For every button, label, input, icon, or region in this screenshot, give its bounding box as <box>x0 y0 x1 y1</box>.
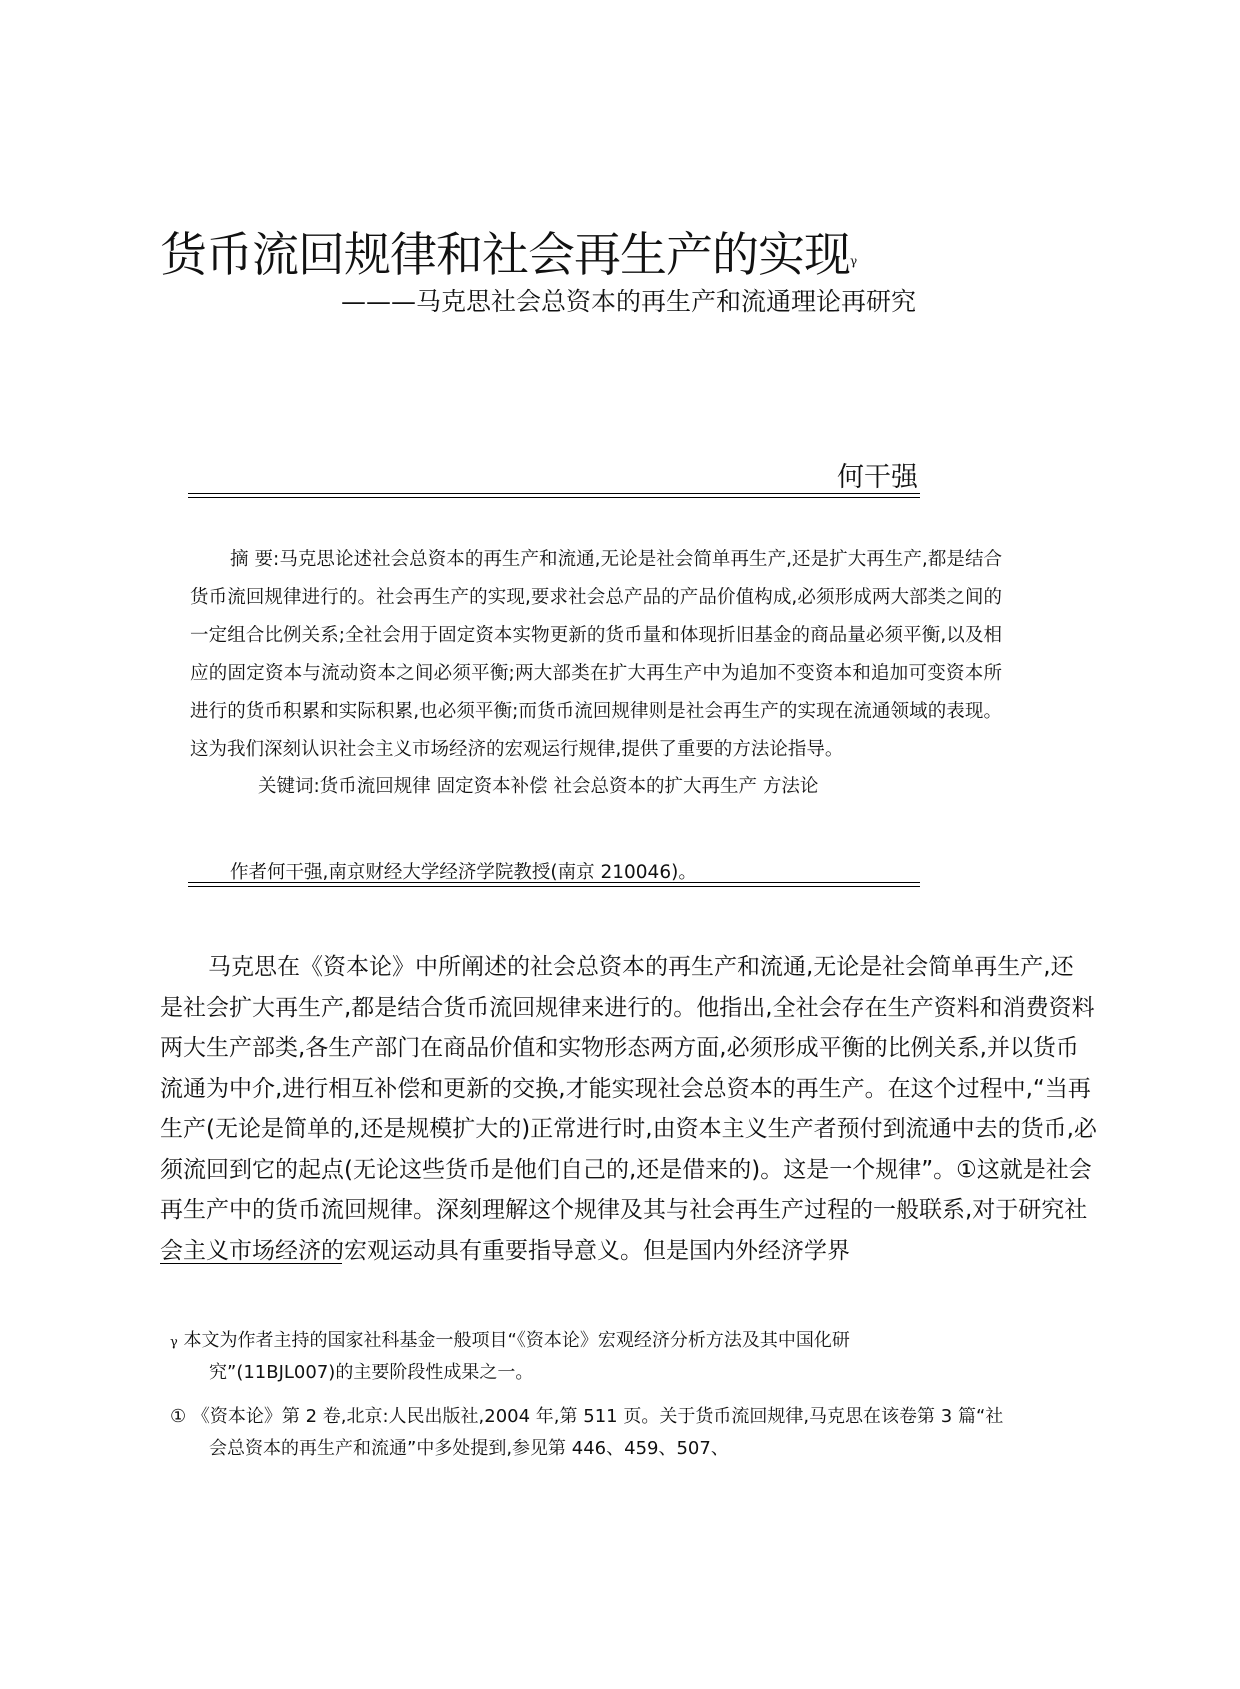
body-line: 两大生产部类,各生产部门在商品价值和实物形态两方面,必须形成平衡的比例关系,并以货币 <box>160 1035 1079 1061</box>
body-line: 流通为中介,进行相互补偿和更新的交换,才能实现社会总资本的再生产。在这个过程中,“当再 <box>160 1076 1091 1102</box>
abstract-line: 一定组合比例关系;全社会用于固定资本实物更新的货币量和体现折旧基金的商品量必须平衡,以及相 <box>190 625 1002 646</box>
abstract-line: 货币流回规律进行的。社会再生产的实现,要求社会总产品的产品价值构成,必须形成两大部类之间的 <box>190 587 1002 608</box>
footnote-mark: ① <box>170 1406 187 1427</box>
double-rule-bottom <box>188 882 920 887</box>
footnote-rule <box>160 1263 342 1264</box>
double-rule-top <box>188 493 920 498</box>
body-line: 生产(无论是简单的,还是规模扩大的)正常进行时,由资本主义生产者预付到流通中去的货币,必 <box>160 1116 1097 1142</box>
footnote-2 <box>170 1402 1003 1428</box>
body-line: 是社会扩大再生产,都是结合货币流回规律来进行的。他指出,全社会存在生产资料和消费资料 <box>160 995 1095 1021</box>
footnote-1 <box>170 1326 850 1352</box>
footnote-1-cont: 究”(11BJL007)的主要阶段性成果之一。 <box>209 1362 534 1383</box>
author-info: 作者何干强,南京财经大学经济学院教授(南京 210046)。 <box>230 862 697 883</box>
abstract-line: 应的固定资本与流动资本之间必须平衡;两大部类在扩大再生产中为追加不变资本和追加可变资本所 <box>190 663 1002 684</box>
title-text: 货币流回规律和社会再生产的实现 <box>160 228 850 283</box>
abstract-line: 进行的货币积累和实际积累,也必须平衡;而货币流回规律则是社会再生产的实现在流通领域的表现。 <box>190 701 1002 722</box>
body-line: 再生产中的货币流回规律。深刻理解这个规律及其与社会再生产过程的一般联系,对于研究社 <box>160 1197 1088 1223</box>
footnote-2-cont: 会总资本的再生产和流通”中多处提到,参见第 446、459、507、 <box>209 1438 729 1459</box>
footnote-text: 《资本论》第 2 卷,北京:人民出版社,2004 年,第 511 页。关于货币流回规律,马克思在该卷第 3 篇“社 <box>191 1406 1004 1427</box>
author-name: 何干强 <box>837 462 918 493</box>
subtitle: ———马克思社会总资本的再生产和流通理论再研究 <box>340 287 916 316</box>
footnote-mark: γ <box>170 1335 178 1350</box>
title-footnote-mark: γ <box>850 254 857 268</box>
page-title <box>160 218 856 285</box>
abstract-line: 这为我们深刻认识社会主义市场经济的宏观运行规律,提供了重要的方法论指导。 <box>190 739 844 760</box>
abstract-line: 摘 要:马克思论述社会总资本的再生产和流通,无论是社会简单再生产,还是扩大再生产,都是结合 <box>230 549 1002 570</box>
keywords: 关键词:货币流回规律 固定资本补偿 社会总资本的扩大再生产 方法论 <box>258 776 819 797</box>
body-line: 马克思在《资本论》中所阐述的社会总资本的再生产和流通,无论是社会简单再生产,还 <box>208 954 1074 980</box>
body-line: 须流回到它的起点(无论这些货币是他们自己的,还是借来的)。这是一个规律”。①这就是社会 <box>160 1157 1092 1183</box>
footnote-text: 本文为作者主持的国家社科基金一般项目“《资本论》宏观经济分析方法及其中国化研 <box>183 1330 850 1351</box>
body-line: 会主义市场经济的宏观运动具有重要指导意义。但是国内外经济学界 <box>160 1238 850 1264</box>
